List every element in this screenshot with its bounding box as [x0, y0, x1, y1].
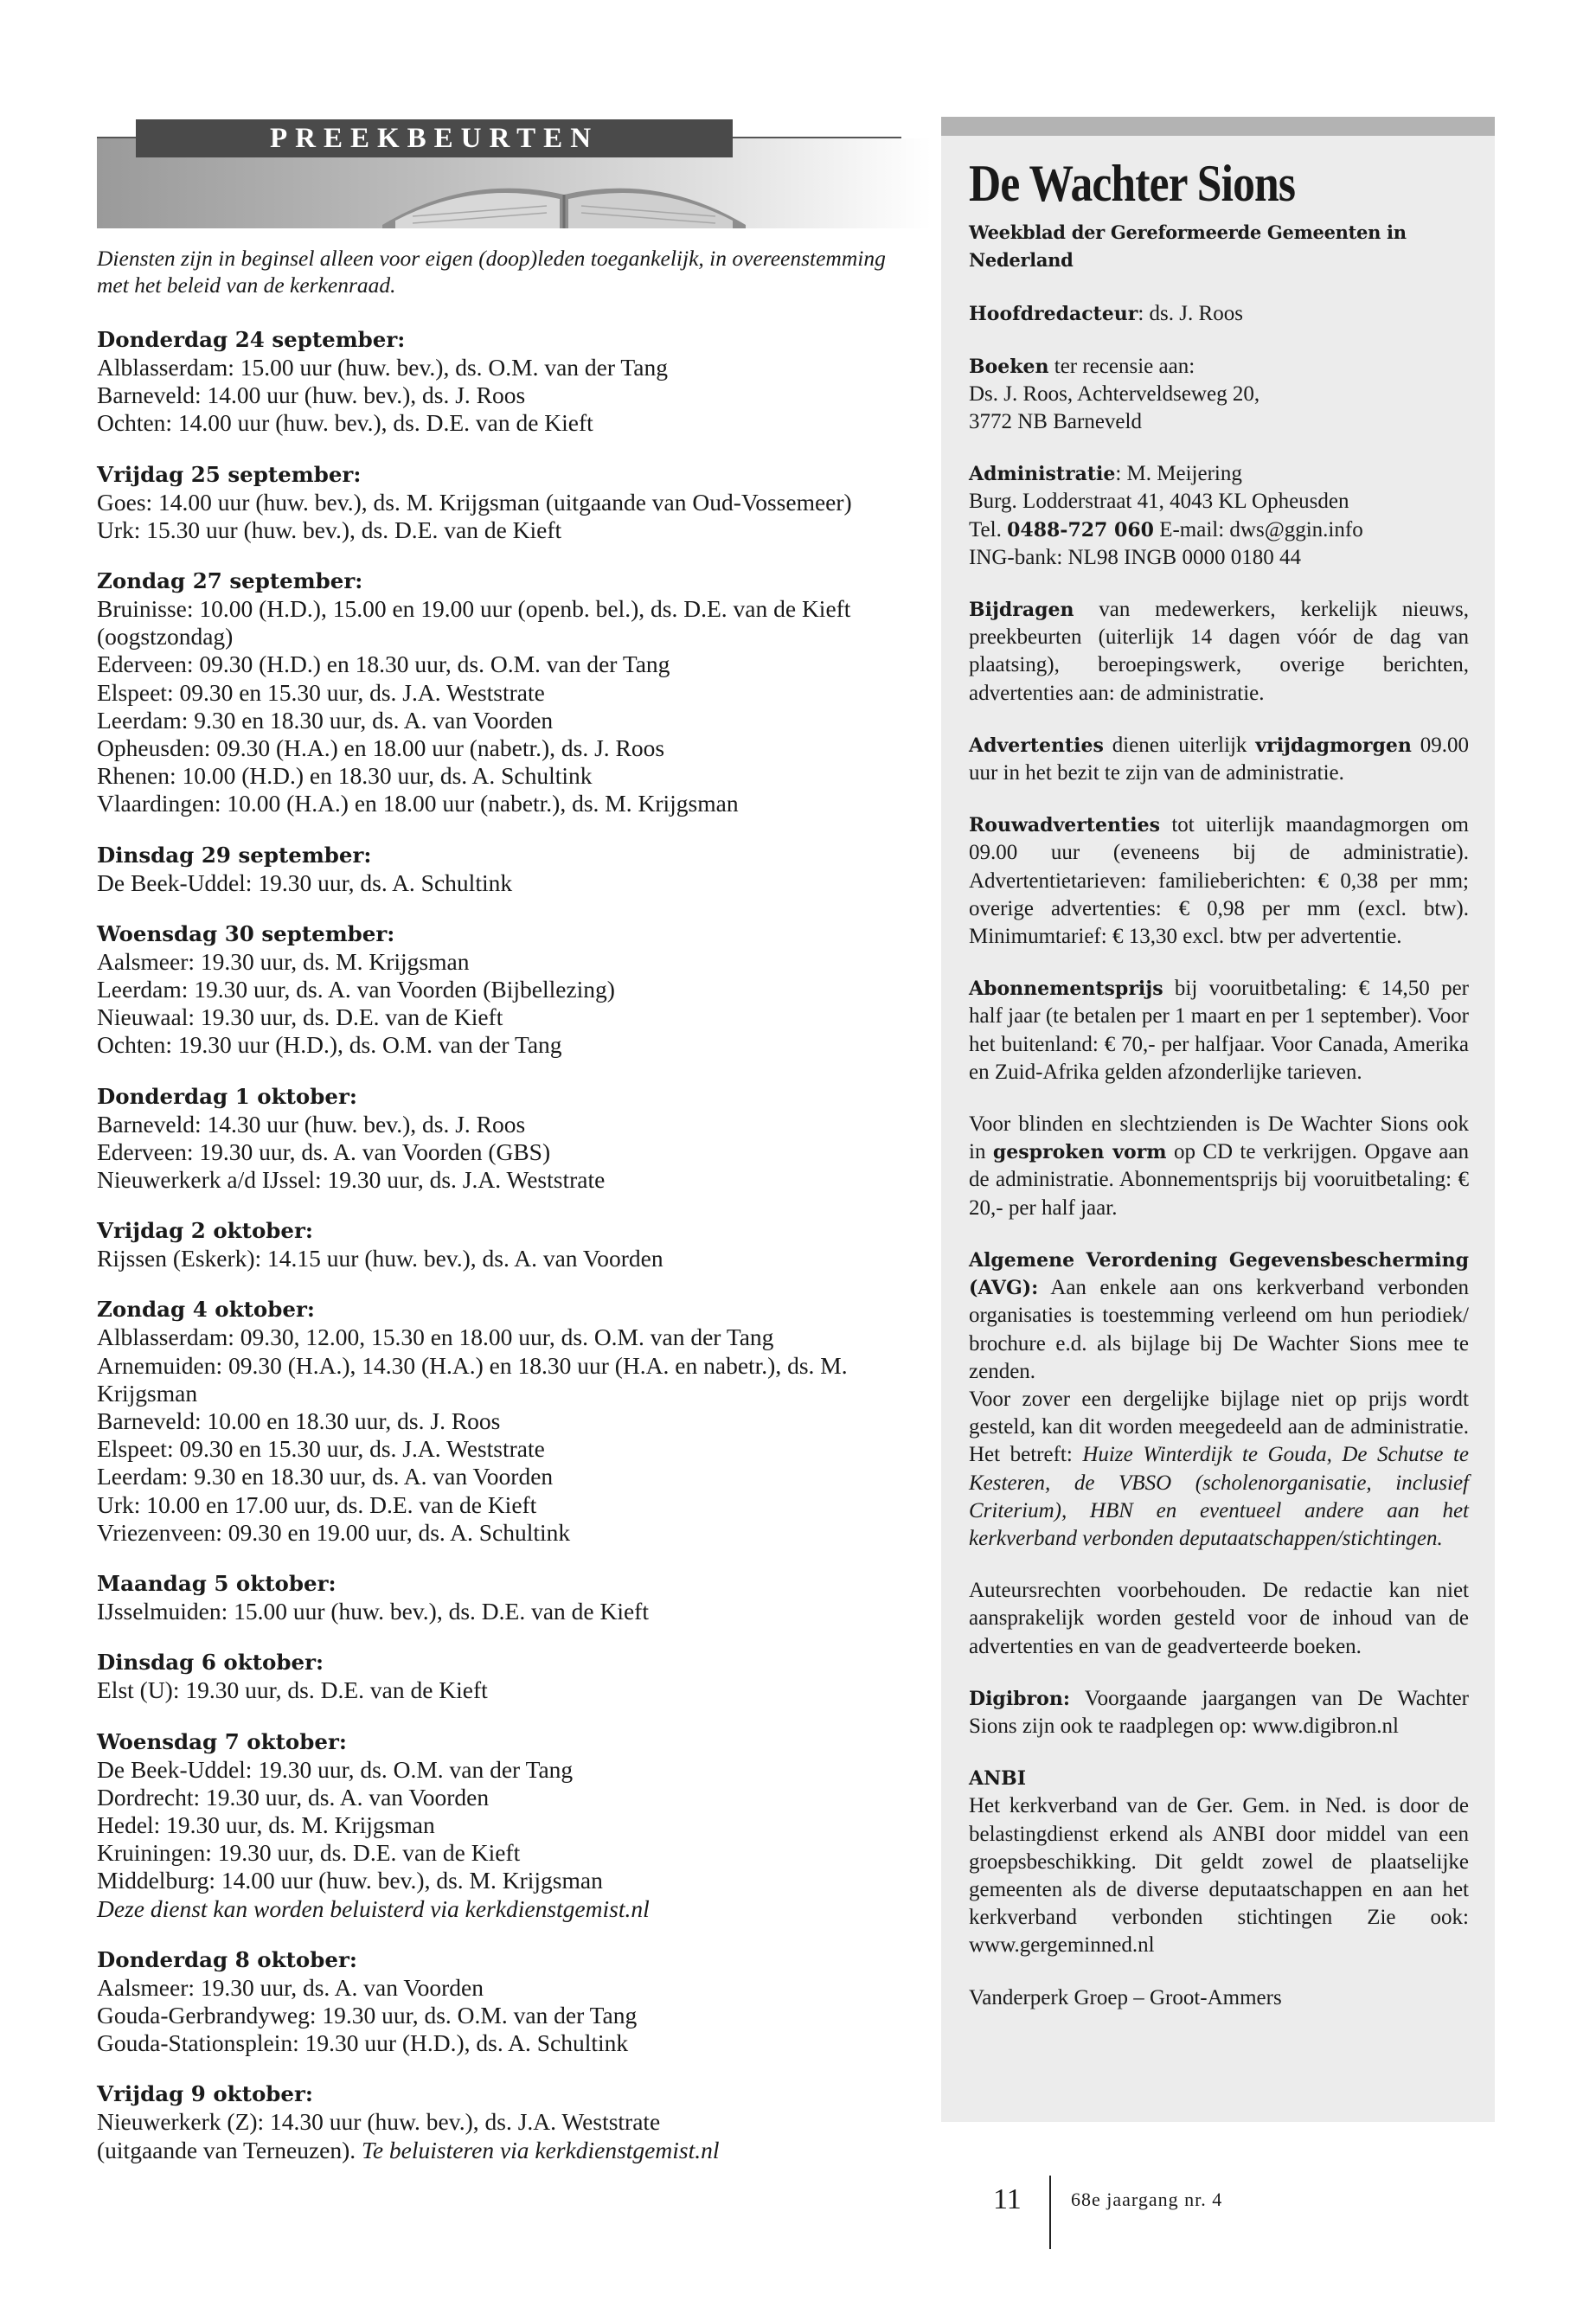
service-entry: Ederveen: 09.30 (H.D.) en 18.30 uur, ds. O.M. van der Tang: [97, 651, 670, 678]
day-title: Zondag 4 oktober:: [97, 1297, 315, 1323]
service-entry: Hedel: 19.30 uur, ds. M. Krijgsman: [97, 1811, 435, 1838]
subscription-text: bij vooruitbetaling: € 14,50 per half jaar (te betalen per 1 maart en per 1 september). Voor het buitenland: € 70,- per halfjaar. Voor Canada, Amerika en Zuid-Afrika gelden afzonderlijke tarieven.: [969, 977, 1469, 1084]
day-block: [97, 567, 901, 818]
anbi-text: Het kerkverband van de Ger. Gem. in Ned. is door de belastingdienst erkend als ANBI door middel van een groepsbeschikking. Dit geldt zowel de plaatselijke gemeenten als de diverse deputaatschappen en aan het kerkverband verbonden stichtingen Zie ook: www.gergeminned.nl: [969, 1794, 1469, 1958]
open-book-icon: [374, 156, 754, 228]
service-entry: Elspeet: 09.30 en 15.30 uur, ds. J.A. Weststrate: [97, 1435, 545, 1463]
blind-block: [969, 1111, 1469, 1222]
page-number: 11: [993, 2183, 1022, 2215]
service-entry: IJsselmuiden: 15.00 uur (huw. bev.), ds. D.E. van de Kieft: [97, 1598, 649, 1625]
masthead-subtitle: Weekblad der Gereformeerde Gemeenten in Nederland: [969, 221, 1407, 272]
day-title: Vrijdag 2 oktober:: [97, 1218, 313, 1244]
day-title: Vrijdag 9 oktober:: [97, 2081, 313, 2107]
avg-text-2: Voor zover een dergelijke bijlage niet op prijs wordt gesteld, kan dit worden meegedeeld aan de administratie. Het betreft:: [969, 1387, 1469, 1467]
admin-value: : M. Meijering: [1115, 462, 1242, 486]
service-entry: Barneveld: 14.00 uur (huw. bev.), ds. J. Roos: [97, 381, 526, 409]
day-block: [97, 1083, 901, 1195]
day-block: [97, 920, 901, 1060]
day-block: [97, 461, 901, 544]
service-entry: De Beek-Uddel: 19.30 uur, ds. A. Schultink: [97, 868, 513, 896]
avg-text: Aan enkele aan ons kerkverband verbonden organisaties is toestemming verleend om hun periodiek/ brochure e.d. als bijlage bij De Wachter Sions mee te zenden.: [969, 1276, 1469, 1383]
service-entry: Barneveld: 14.30 uur (huw. bev.), ds. J. Roos: [97, 1110, 526, 1138]
anbi-label: ANBI: [969, 1767, 1027, 1791]
day-title: Dinsdag 29 september:: [97, 842, 372, 868]
service-entry: Leerdam: 9.30 en 18.30 uur, ds. A. van Voorden: [97, 1463, 554, 1490]
ads-block: [969, 732, 1469, 787]
service-entry: Kruiningen: 19.30 uur, ds. D.E. van de Kieft: [97, 1839, 521, 1867]
service-entry: Nieuwerkerk a/d IJssel: 19.30 uur, ds. J.A. Weststrate: [97, 1166, 606, 1194]
service-entry: Ochten: 14.00 uur (huw. bev.), ds. D.E. van de Kieft: [97, 409, 593, 437]
intro-text: Diensten zijn in beginsel alleen voor eigen (doop)leden toegankelijk, in overeenstemming met het beleid van de kerkenraad.: [97, 246, 886, 298]
ad-rates: Advertentietarieven: familieberichten: € 0,38 per mm; overige advertenties: € 0,98 per mm (excl. btw).: [969, 868, 1469, 920]
printer: Vanderperk Groep – Groot-Ammers: [969, 1985, 1282, 2009]
day-title: Woensdag 7 oktober:: [97, 1728, 347, 1754]
rouw-block: [969, 811, 1469, 951]
service-entry: Middelburg: 14.00 uur (huw. bev.), ds. M. Krijgsman: [97, 1867, 603, 1894]
service-note: Te beluisteren via kerkdienstgemist.nl: [362, 2136, 720, 2163]
service-entry: Alblasserdam: 15.00 uur (huw. bev.), ds. O.M. van der Tang: [97, 354, 668, 381]
day-block: [97, 1570, 901, 1625]
digibron-label: Digibron:: [969, 1687, 1070, 1710]
masthead: De Wachter Sions: [969, 155, 1296, 212]
service-entry: Vriezenveen: 09.30 en 19.00 uur, ds. A. Schultink: [97, 1518, 571, 1546]
blind-text-1: Voor blinden en slechtzienden is De Wachter Sions ook in: [969, 1112, 1469, 1164]
service-entry: Nieuwaal: 19.30 uur, ds. D.E. van de Kieft: [97, 1003, 503, 1031]
service-entry-continued: [97, 2137, 901, 2164]
contributions-text: van medewerkers, kerkelijk nieuws, preekbeurten (uiterlijk 14 dagen vóór de dag van plaatsing), beroepingswerk, overige berichten, advertenties aan: de administratie.: [969, 598, 1469, 705]
minimum-rate: Minimumtarief: € 13,30 excl. btw per advertentie.: [969, 925, 1402, 949]
admin-block: [969, 460, 1469, 572]
rouw-label: Rouwadvertenties: [969, 814, 1160, 837]
day-title: Donderdag 8 oktober:: [97, 1946, 357, 1972]
anbi-block: [969, 1765, 1469, 1959]
service-entry: Alblasserdam: 09.30, 12.00, 15.30 en 18.00 uur, ds. O.M. van der Tang: [97, 1324, 774, 1351]
service-entry: Urk: 15.30 uur (huw. bev.), ds. D.E. van de Kieft: [97, 516, 562, 543]
colophon-panel: [941, 117, 1495, 2122]
service-entry: Ochten: 19.30 uur (H.D.), ds. O.M. van der Tang: [97, 1031, 562, 1059]
contributions-block: [969, 596, 1469, 708]
service-entry-tail: (uitgaande van Terneuzen).: [97, 2136, 356, 2163]
day-block: [97, 1946, 901, 2058]
service-entry: Aalsmeer: 19.30 uur, ds. M. Krijgsman: [97, 947, 470, 975]
admin-bank: ING-bank: NL98 INGB 0000 0180 44: [969, 545, 1301, 569]
rouw-text: tot uiterlijk maandagmorgen om 09.00 uur (eveneens bij de administratie).: [969, 813, 1469, 865]
blind-bold: gesproken vorm: [992, 1141, 1167, 1164]
ads-text-2: 09.00 uur in het bezit te zijn van de administratie.: [969, 733, 1469, 785]
day-block: [97, 326, 901, 438]
avg-label: Algemene Verordening Gegevensbescherming (AVG):: [969, 1248, 1469, 1300]
footer-divider: [1049, 2176, 1051, 2249]
avg-block: [969, 1247, 1469, 1553]
day-title: Maandag 5 oktober:: [97, 1571, 337, 1597]
service-entry: Nieuwerkerk (Z): 14.30 uur (huw. bev.), ds. J.A. Weststrate: [97, 2108, 661, 2136]
day-title: Donderdag 1 oktober:: [97, 1083, 357, 1109]
service-entry: Elspeet: 09.30 en 15.30 uur, ds. J.A. Weststrate: [97, 678, 545, 706]
day-block: [97, 2080, 901, 2163]
admin-address: Burg. Lodderstraat 41, 4043 KL Opheusden: [969, 490, 1349, 514]
subscription-block: [969, 975, 1469, 1086]
admin-phone: 0488-727 060: [1007, 518, 1154, 542]
service-entry: Vlaardingen: 10.00 (H.A.) en 18.00 uur (nabetr.), ds. M. Krijgsman: [97, 790, 739, 817]
books-label: Boeken: [969, 355, 1049, 378]
service-entry: Gouda-Stationsplein: 19.30 uur (H.D.), ds. A. Schultink: [97, 2029, 629, 2057]
service-entry: Elst (U): 19.30 uur, ds. D.E. van de Kieft: [97, 1676, 488, 1704]
day-block: [97, 1217, 901, 1272]
rights-block: Auteursrechten voorbehouden. De redactie kan niet aansprakelijk worden gesteld voor de inhoud van de advertenties en van de geadverteerde boeken.: [969, 1579, 1469, 1658]
day-title: Woensdag 30 september:: [97, 920, 395, 946]
digibron-text: Voorgaande jaargangen van De Wachter Sions zijn ook te raadplegen op: www.digibron.nl: [969, 1686, 1469, 1738]
admin-label: Administratie: [969, 463, 1116, 486]
ads-text-1: dienen uiterlijk: [1103, 733, 1256, 757]
schedule-column: [97, 245, 901, 2188]
ads-deadline: vrijdagmorgen: [1255, 734, 1412, 757]
schedule-list: [97, 326, 901, 2164]
service-entry: Rijssen (Eskerk): 14.15 uur (huw. bev.), ds. A. van Voorden: [97, 1245, 663, 1272]
avg-organisations: Huize Winterdijk te Gouda, De Schutse te Kesteren, de VBSO (scholenorganisatie, inclusief Criterium), HBN en eventueel andere aan het kerkverband verbonden deputaatschappen/stichtingen.: [969, 1443, 1469, 1550]
digibron-block: [969, 1685, 1469, 1740]
service-entry: Bruinisse: 10.00 (H.D.), 15.00 en 19.00 uur (openb. bel.), ds. D.E. van de Kieft (oogstzondag): [97, 595, 851, 651]
editor-value: : ds. J. Roos: [1138, 302, 1243, 326]
service-entry: Goes: 14.00 uur (huw. bev.), ds. M. Krijgsman (uitgaande van Oud-Vossemeer): [97, 488, 852, 516]
service-entry: Dordrecht: 19.30 uur, ds. A. van Voorden: [97, 1783, 490, 1811]
books-address-2: 3772 NB Barneveld: [969, 410, 1142, 434]
section-title: PREEKBEURTEN: [269, 122, 599, 154]
service-entry: Aalsmeer: 19.30 uur, ds. A. van Voorden: [97, 1973, 484, 2001]
day-block: [97, 1649, 901, 1704]
section-title-box: [136, 119, 733, 157]
contributions-label: Bijdragen: [969, 599, 1074, 622]
colophon-top-strip: [941, 117, 1495, 136]
editor-label: Hoofdredacteur: [969, 303, 1138, 326]
service-note: Deze dienst kan worden beluisterd via kerkdienstgemist.nl: [97, 1894, 650, 1922]
service-entry: De Beek-Uddel: 19.30 uur, ds. O.M. van der Tang: [97, 1755, 574, 1783]
service-entry: Ederveen: 19.30 uur, ds. A. van Voorden (GBS): [97, 1138, 551, 1165]
day-block: [97, 1296, 901, 1547]
admin-email: E-mail: dws@ggin.info: [1153, 517, 1363, 542]
admin-tel-prefix: Tel.: [969, 517, 1008, 542]
service-entry: Urk: 10.00 en 17.00 uur, ds. D.E. van de Kieft: [97, 1490, 537, 1518]
books-block: [969, 353, 1469, 437]
service-entry: Leerdam: 19.30 uur, ds. A. van Voorden (Bijbellezing): [97, 976, 615, 1003]
service-entry: Leerdam: 9.30 en 18.30 uur, ds. A. van Voorden: [97, 706, 554, 734]
day-title: Dinsdag 6 oktober:: [97, 1650, 324, 1676]
books-text: ter recensie aan:: [1048, 354, 1195, 378]
day-title: Donderdag 24 september:: [97, 327, 406, 352]
day-block: [97, 842, 901, 897]
service-entry: Gouda-Gerbrandyweg: 19.30 uur, ds. O.M. van der Tang: [97, 2001, 638, 2029]
day-block: [97, 1728, 901, 1923]
issue-label: 68e jaargang nr. 4: [1071, 2189, 1223, 2210]
service-entry: Opheusden: 09.30 (H.A.) en 18.00 uur (nabetr.), ds. J. Roos: [97, 734, 665, 762]
day-title: Vrijdag 25 september:: [97, 461, 362, 487]
blind-text-2: op CD te verkrijgen. Opgave aan de administratie. Abonnementsprijs bij vooruitbetaling: € 20,- per half jaar.: [969, 1140, 1470, 1220]
service-entry: Barneveld: 10.00 en 18.30 uur, ds. J. Roos: [97, 1407, 501, 1435]
books-address-1: Ds. J. Roos, Achterveldseweg 20,: [969, 381, 1260, 406]
service-entry: Arnemuiden: 09.30 (H.A.), 14.30 (H.A.) en 18.30 uur (H.A. en nabetr.), ds. M. Krijgsman: [97, 1351, 848, 1407]
subscription-label: Abonnementsprijs: [969, 977, 1163, 1001]
day-title: Zondag 27 september:: [97, 568, 363, 594]
ads-label: Advertenties: [969, 734, 1104, 757]
editor-block: [969, 300, 1469, 328]
service-entry: Rhenen: 10.00 (H.D.) en 18.30 uur, ds. A. Schultink: [97, 762, 593, 790]
